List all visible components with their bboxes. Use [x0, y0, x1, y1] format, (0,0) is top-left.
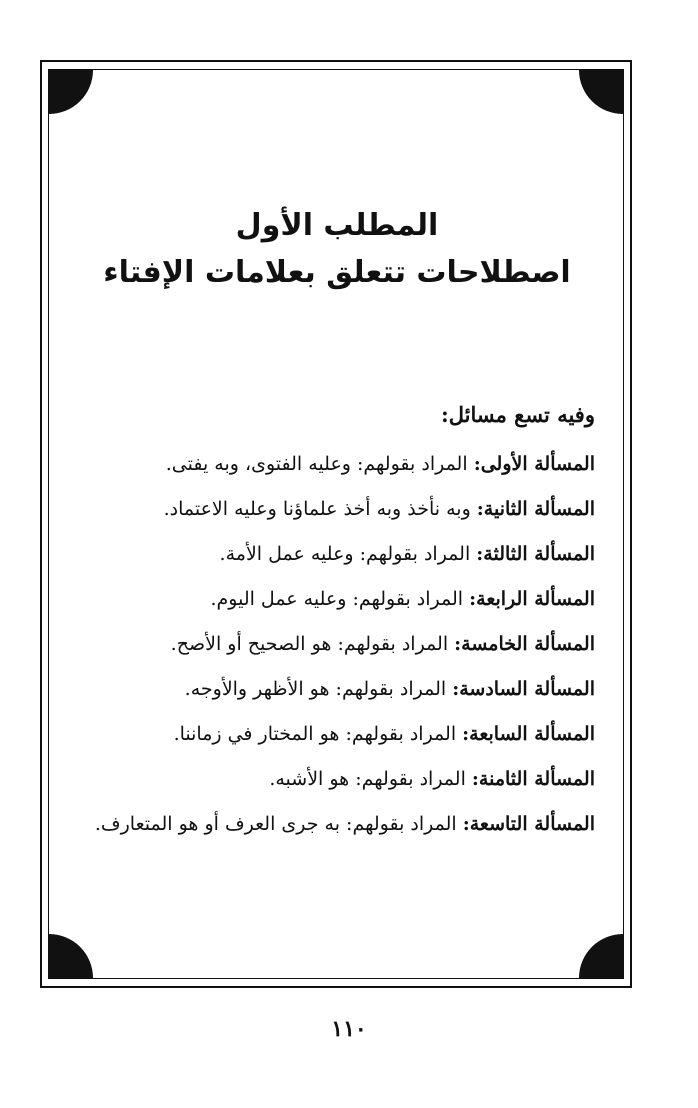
intro-line: وفيه تسع مسائل: [440, 402, 595, 427]
issue-item [75, 802, 595, 847]
issue-label: المسألة الثالثة: [476, 543, 595, 565]
corner-ornament-top-left [49, 70, 93, 114]
issue-label: المسألة الرابعة: [469, 588, 595, 610]
section-subtitle: اصطلاحات تتعلق بعلامات الإفتاء [103, 255, 571, 290]
issues-list [75, 442, 595, 847]
issue-label: المسألة الثانية: [476, 498, 595, 520]
issue-text: المراد بقولهم: هو المختار في زماننا. [173, 723, 457, 745]
issue-text: المراد بقولهم: وعليه عمل اليوم. [210, 588, 464, 610]
issue-item [75, 487, 595, 532]
issue-label: المسألة الأولى: [473, 453, 595, 475]
page-number: ١١٠ [331, 1016, 367, 1042]
issue-label: المسألة السابعة: [462, 723, 595, 745]
issue-item [75, 712, 595, 757]
issue-item [75, 757, 595, 802]
corner-ornament-top-right [579, 70, 623, 114]
issue-label: المسألة التاسعة: [462, 813, 595, 835]
issue-text: المراد بقولهم: وعليه الفتوى، وبه يفتى. [165, 453, 468, 475]
issue-label: المسألة الخامسة: [454, 633, 595, 655]
issue-text: المراد بقولهم: هو الأشبه. [269, 768, 466, 790]
issue-item [75, 622, 595, 667]
issue-text: المراد بقولهم: هو الصحيح أو الأصح. [170, 633, 449, 655]
issue-text: وبه نأخذ وبه أخذ علماؤنا وعليه الاعتماد. [163, 498, 471, 520]
issue-text: المراد بقولهم: وعليه عمل الأمة. [219, 543, 471, 565]
issue-item [75, 532, 595, 577]
page-border-inner [48, 69, 624, 979]
issue-item [75, 442, 595, 487]
issue-label: المسألة السادسة: [452, 678, 595, 700]
corner-ornament-bottom-right [579, 934, 623, 978]
issue-text: المراد بقولهم: هو الأظهر والأوجه. [184, 678, 447, 700]
issue-label: المسألة الثامنة: [471, 768, 595, 790]
issue-item [75, 667, 595, 712]
issue-text: المراد بقولهم: به جرى العرف أو هو المتعارف. [94, 813, 457, 835]
corner-ornament-bottom-left [49, 934, 93, 978]
section-title: المطلب الأول [235, 208, 439, 243]
issue-item [75, 577, 595, 622]
